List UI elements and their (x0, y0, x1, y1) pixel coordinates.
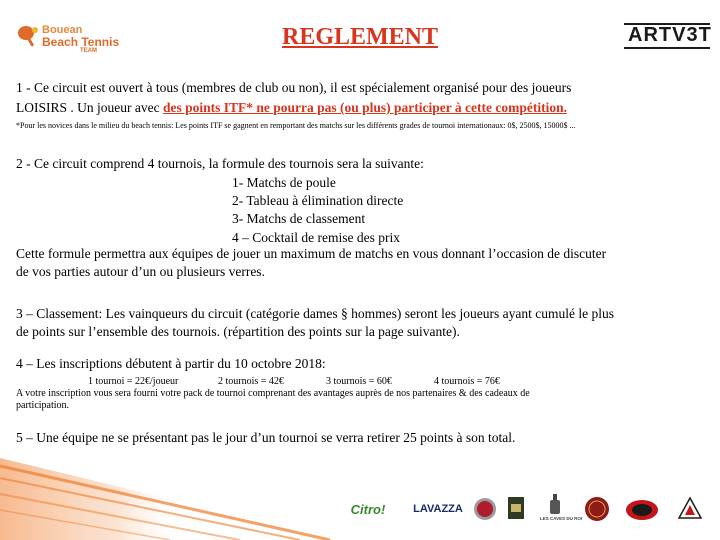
logo-line-1: Bouean (42, 24, 83, 36)
section-5-line-1: 5 – Une équipe ne se présentant pas le jour d’un tournoi se verra retirer 25 points à son total. (16, 430, 516, 445)
seal-icon (584, 496, 610, 522)
citro-logo (342, 492, 394, 526)
page-title: REGLEMENT (281, 24, 439, 50)
fiat-badge-icon (473, 497, 497, 521)
bottle-icon (548, 494, 562, 514)
section-1-line-2-prefix: LOISIRS . Un joueur avec (16, 100, 163, 115)
section-2-intro: 2 - Ce circuit comprend 4 tournois, la formule des tournois sera la suivante: (16, 156, 424, 171)
wine-label-logo (506, 496, 526, 520)
lavazza-text: LAVAZZA (413, 503, 463, 515)
artvbt-logo (622, 22, 712, 50)
itf-footnote: *Pour les novices dans le milieu du beach tennis: Les points ITF se gagnent en remportant des matchs sur les différents grades de tournoi internationaux: 0$, 2500$, 15000$ ... (16, 121, 576, 130)
section-4-line-1: 4 – Les inscriptions débutent à partir du 10 octobre 2018: (16, 356, 326, 371)
price-4: 4 tournois = 76€ (434, 376, 500, 387)
format-item-3: 3- Matchs de classement (232, 211, 366, 226)
logo-right-text: ARTV3T (628, 24, 712, 46)
logo-line-2: Beach Tennis (42, 35, 120, 49)
wine-label-icon (507, 496, 525, 520)
section-2-outro-2: de vos parties autour d’un ou plusieurs verres. (16, 264, 265, 279)
section-1-line-1: 1 - Ce circuit est ouvert à tous (membres de club ou non), il est spécialement organisé pour des joueurs (16, 80, 572, 95)
animal-badge-logo (624, 498, 660, 522)
section-4-note-2: participation. (16, 400, 70, 411)
fiat-logo (472, 496, 498, 522)
section-1-line-2 (16, 100, 567, 116)
price-1: 1 tournoi = 22€/joueur (88, 376, 179, 387)
animal-badge-icon (625, 499, 659, 521)
price-3: 3 tournois = 60€ (326, 376, 392, 387)
price-2: 2 tournois = 42€ (218, 376, 284, 387)
section-3-line-2: de points sur l’ensemble des tournois. (répartition des points sur la page suivante). (16, 324, 460, 339)
logo-line-3: TEAM (80, 48, 97, 54)
citro-text: Citro! (350, 501, 386, 517)
format-item-4: 4 – Cocktail de remise des prix (232, 230, 400, 245)
caves-du-roi-logo (540, 494, 583, 530)
section-4-note-1: A votre inscription vous sera fourni votre pack de tournoi comprenant des avantages auprès de nos partenaires & des cadeaux de (16, 388, 530, 399)
triangle-emblem-icon (677, 496, 703, 522)
section-2-outro-1: Cette formule permettra aux équipes de jouer un maximum de matchs en vous donnant l’occasion de discuter (16, 246, 607, 261)
format-item-2: 2- Tableau à élimination directe (232, 193, 404, 208)
itf-warning: des points ITF* ne pourra pas (ou plus) participer à cette compétition. (162, 100, 567, 115)
lavazza-logo (410, 492, 466, 526)
red-seal-logo (584, 496, 610, 522)
triangle-logo (676, 494, 704, 524)
format-item-1: 1- Matchs de poule (232, 175, 336, 190)
caves-text: LES CAVES DU ROI (540, 516, 583, 521)
section-3-line-1: 3 – Classement: Les vainqueurs du circuit (catégorie dames § hommes) seront les joueurs ayant cumulé le plus (16, 306, 614, 321)
